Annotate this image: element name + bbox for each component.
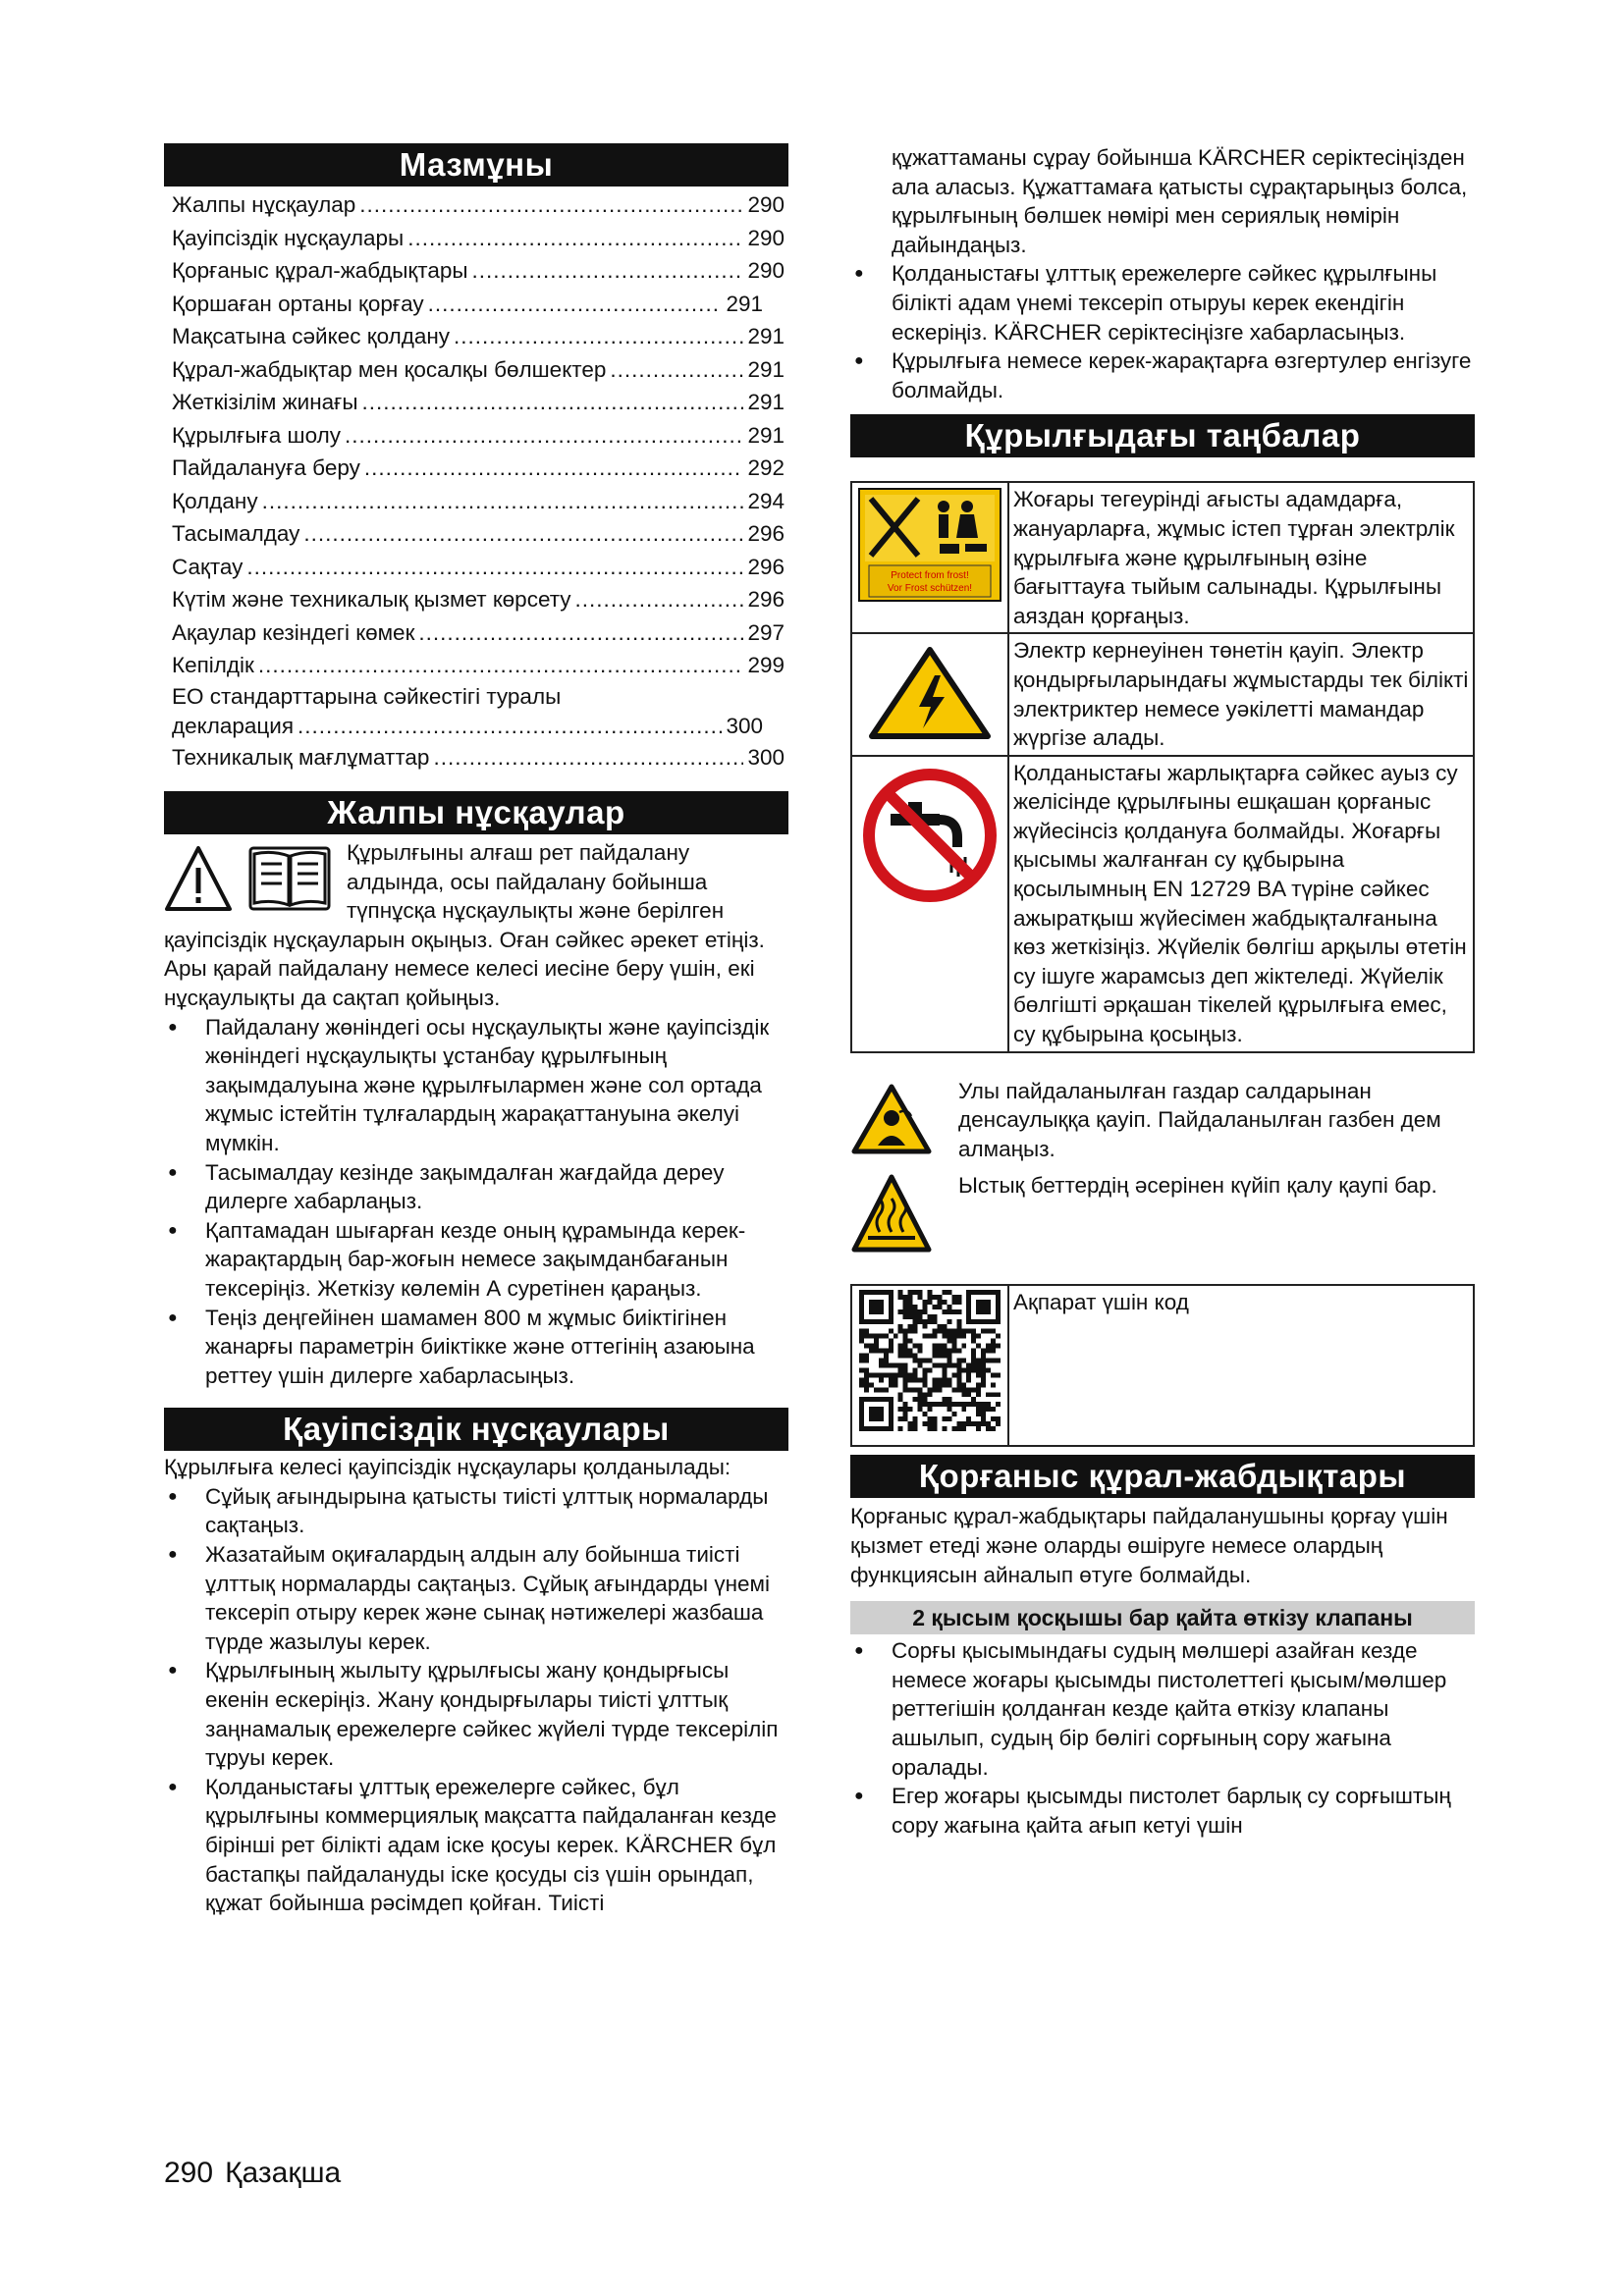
qr-code-icon[interactable] bbox=[859, 1290, 1001, 1431]
footer-language: Қазақша bbox=[225, 2157, 342, 2189]
list-item: құжаттаманы сұрау бойынша KÄRCHER серіктесіңізден ала аласыз. Құжаттамаға қатысты сұрақтарыңыз болса, құрылғының бөлшек нөмірі мен сериялық нөмірін дайындаңыз. bbox=[892, 145, 1468, 257]
toc-item[interactable]: Күтім және техникалық қызмет көрсету ..... 296 bbox=[172, 583, 785, 616]
right-column bbox=[850, 143, 1475, 1840]
warning-triangle-icon bbox=[164, 844, 337, 917]
manual-book-icon bbox=[250, 848, 329, 909]
symbol-description: Қолданыстағы жарлықтарға сәйкес ауыз су желісінде құрылғыны ешқашан қорғаныс жүйесінсіз қолдануға болмайды. Жоғарғы қысымы жалғанған су құбырына қосылымның EN 12729 BA түріне сәйкес ажыратқыш жүйесімен жабдықталғанына көз жеткізіңіз. Жүйелік бөлгіш арқылы өтетін су ішуге жарамсыз деп жіктеледі. Жүйелік бөлгішті әрқашан тікелей құрылғыға емес, су құбырына қосыңыз. bbox=[1008, 756, 1474, 1052]
list-item: ● Құрылғыға немесе керек-жарақтарға өзгертулер енгізуге болмайды. bbox=[850, 347, 1475, 404]
list-item: ● Құрылғының жылыту құрылғысы жану қондырғысы екенін ескеріңіз. Жану қондырғылары тиісті ұлттық заңнамалық ережелерге сәйкес жүйелі түрде тексеріліп тұруы керек. bbox=[164, 1656, 788, 1772]
list-item: ● Қолданыстағы ұлттық ережелерге сәйкес, бұл құрылғыны коммерциялық мақсатта пайдаланған кезде бірінші рет білікті адам іске қосуы керек. KÄRCHER бұл бастапқы пайдалануды іске қосуды сіз үшін орындап, құжат бойынша рәсімдеп қойған. Тиісті bbox=[164, 1773, 788, 1918]
symbols-title: Құрылғыдағы таңбалар bbox=[850, 414, 1475, 457]
warning-and-manual-icons bbox=[164, 844, 337, 917]
no-spray-frost-warning-icon bbox=[857, 487, 1002, 603]
safety-title: Қауіпсіздік нұсқаулары bbox=[164, 1408, 788, 1451]
symbol-description: Электр кернеуінен төнетін қауіп. Электр қондырғыларындағы жұмыстарды тек білікті электриктер немесе уәкілетті мамандар жүргізе алады. bbox=[1008, 633, 1474, 755]
toc-item[interactable]: Пайдалануға беру ..... 292 bbox=[172, 452, 785, 485]
list-item: ● Егер жоғары қысымды пистолет барлық су сорғыштың сору жағына қайта ағып кетуі үшін bbox=[850, 1782, 1475, 1840]
toc-item[interactable]: Қоршаған ортаны қорғау ..... 291 bbox=[172, 288, 763, 321]
page-footer bbox=[164, 2157, 352, 2190]
toc-item[interactable]: Жалпы нұсқаулар ..... 290 bbox=[172, 188, 785, 222]
qr-description: Ақпарат үшін код bbox=[1008, 1285, 1474, 1446]
toc-item[interactable]: Кепілдік ..... 299 bbox=[172, 649, 785, 682]
general-paragraph: Ары қарай пайдалану немесе келесі иесіне беру үшін, екі нұсқаулықты да сақтап қойыңыз. bbox=[164, 956, 755, 1010]
hot-surface-icon bbox=[850, 1173, 933, 1255]
table-row bbox=[851, 633, 1474, 755]
valve-subtitle: 2 қысым қосқышы бар қайта өткізу клапаны bbox=[850, 1601, 1475, 1634]
toc-item[interactable]: Қолдану ..... 294 bbox=[172, 485, 785, 518]
no-drinking-water-connection-icon bbox=[861, 767, 999, 904]
toc-item[interactable]: Қорғаныс құрал-жабдықтары ..... 290 bbox=[172, 254, 785, 288]
list-item: ● Пайдалану жөніндегі осы нұсқаулықты және қауіпсіздік жөніндегі нұсқаулықты ұстанбау құрылғының зақымдалуына және құрылғылармен және сол ортада жұмыс істейтін тұлғалардың жарақаттануына әкелуі мүмкін. bbox=[164, 1013, 788, 1158]
toc-item[interactable]: Техникалық мағлұматтар ..... 300 bbox=[172, 741, 785, 774]
hot-surface-warning: Ыстық беттердің әсерінен күйіп қалу қаупі бар. bbox=[850, 1171, 1475, 1260]
list-item: ● Қолданыстағы ұлттық ережелерге сәйкес құрылғыны білікті адам үнемі тексеріп отыруы керек екендігін ескеріңіз. KÄRCHER серіктесіңізге хабарласыңыз. bbox=[850, 259, 1475, 347]
table-row bbox=[851, 482, 1474, 633]
table-row bbox=[851, 756, 1474, 1052]
list-item: ● Тасымалдау кезінде зақымдалған жағдайда дереу дилерге хабарлаңыз. bbox=[164, 1158, 788, 1216]
qr-table bbox=[850, 1284, 1475, 1447]
svg-text:Protect from frost!: Protect from frost! bbox=[891, 570, 969, 582]
safety-bullets-continued bbox=[850, 143, 1475, 404]
left-column bbox=[164, 143, 788, 1918]
symbols-table bbox=[850, 481, 1475, 1052]
toc-title: Мазмұны bbox=[164, 143, 788, 187]
general-title: Жалпы нұсқаулар bbox=[164, 791, 788, 834]
list-item: ● Қаптамадан шығарған кезде оның құрамында керек-жарақтардың бар-жоғын немесе зақымданбағанын тексеріңіз. Жеткізу көлемін А суретінен қараңыз. bbox=[164, 1216, 788, 1304]
toc-item[interactable]: Мақсатына сәйкес қолдану ..... 291 bbox=[172, 320, 785, 353]
protective-intro: Қорғаныс құрал-жабдықтары пайдаланушыны қорғау үшін қызмет етеді және оларды өшіруге немесе олардың функциясын айналып өтуге болмайды. bbox=[850, 1504, 1448, 1587]
electric-hazard-icon bbox=[866, 644, 994, 742]
safety-bullets bbox=[164, 1482, 788, 1918]
table-row bbox=[851, 1285, 1474, 1446]
protective-bullets bbox=[850, 1636, 1475, 1840]
toc-item[interactable]: Жеткізілім жинағы ..... 291 bbox=[172, 386, 785, 419]
toc-list bbox=[164, 187, 788, 774]
general-bullets bbox=[164, 1013, 788, 1391]
list-item: ● Сұйық ағындырына қатысты тиісті ұлттық нормаларды сақтаңыз. bbox=[164, 1482, 788, 1540]
toc-item[interactable]: ЕО стандарттарына сәйкестігі туралы декларация ..... 300 bbox=[172, 682, 785, 741]
general-intro: Құрылғыны алғаш рет пайдалану алдында, осы пайдалану бойынша түпнұсқа нұсқаулықты және берілген қауіпсіздік нұсқауларын оқыңыз. Оған сәйкес әрекет етіңіз. bbox=[164, 840, 765, 952]
toc-item[interactable]: Ақаулар кезіндегі көмек ..... 297 bbox=[172, 616, 785, 650]
list-item: ● Сорғы қысымындағы судың мөлшері азайған кезде немесе жоғары қысымды пистолеттегі қысым/мөлшер реттегішін қолданған кезде қайта өткізу клапаны ашылып, судың бір бөлігі сорғының сору жағына оралады. bbox=[850, 1636, 1475, 1782]
toc-item[interactable]: Сақтау ..... 296 bbox=[172, 551, 785, 584]
toc-item[interactable]: Қауіпсіздік нұсқаулары ..... 290 bbox=[172, 222, 785, 255]
toc-item[interactable]: Құрылғыға шолу ..... 291 bbox=[172, 419, 785, 453]
toc-item[interactable]: Тасымалдау ..... 296 bbox=[172, 517, 785, 551]
list-item: ● Теңіз деңгейінен шамамен 800 м жұмыс биіктігінен жанарғы параметрін биіктікке және оттегінің азаюына реттеу үшін дилерге хабарласыңыз. bbox=[164, 1304, 788, 1391]
protective-title: Қорғаныс құрал-жабдықтары bbox=[850, 1455, 1475, 1498]
svg-text:Vor Frost schützen!: Vor Frost schützen! bbox=[887, 583, 973, 595]
toxic-fumes-icon bbox=[850, 1083, 933, 1155]
toc-item[interactable]: Құрал-жабдықтар мен қосалқы бөлшектер ..... 291 bbox=[172, 353, 785, 387]
safety-intro: Құрылғыға келесі қауіпсіздік нұсқаулары қолданылады: bbox=[164, 1455, 731, 1480]
list-item: ● Жазатайым оқиғалардың алдын алу бойынша тиісті ұлттық нормаларды сақтаңыз. Сұйық ағындарды үнемі тексеріп отыру керек және сынақ нәтижелері жазбаша түрде жазылуы керек. bbox=[164, 1540, 788, 1656]
symbol-description: Жоғары тегеурінді ағысты адамдарға, жануарларға, жұмыс істеп тұрған электрлік құрылғыға және құрылғының өзіне бағыттауға тыйым салынады. Құрылғыны аяздан қорғаңыз. bbox=[1008, 482, 1474, 633]
page-number: 290 bbox=[164, 2157, 214, 2189]
fumes-warning: Улы пайдаланылған газдар салдарынан денсаулыққа қауіп. Пайдаланылған газбен дем алмаңыз. bbox=[850, 1077, 1475, 1164]
